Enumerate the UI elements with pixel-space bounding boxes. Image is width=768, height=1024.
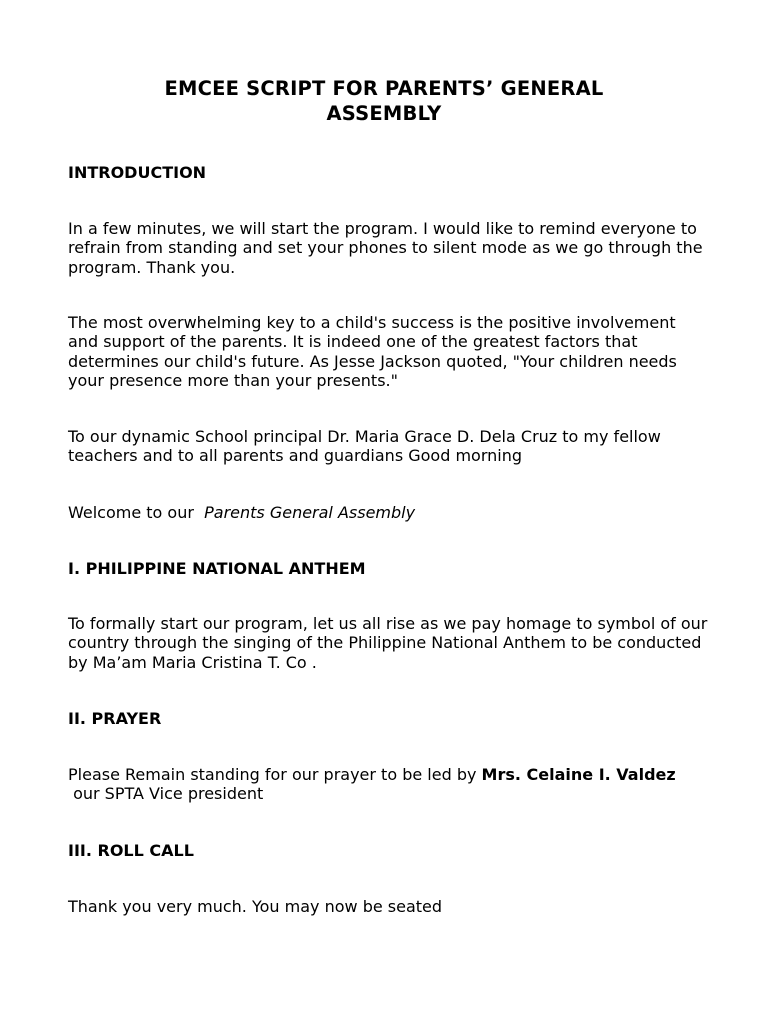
- intro-paragraph-2: The most overwhelming key to a child's success is the positive involvement and support of the parents. It is indeed one of the greatest factors that determines our child's future. As Jesse Jackson quoted, "Your children needs your presence more than your presents.": [68, 313, 677, 390]
- prayer-text-suffix: our SPTA Vice president: [68, 784, 264, 804]
- section-anthem-text: To formally start our program, let us all rise as we pay homage to symbol of our country through the singing of the Philippine National Anthem to be conducted by Ma’am Maria Cristina T. Co .: [68, 614, 708, 672]
- welcome-event-name: Parents General Assembly: [204, 503, 416, 522]
- welcome-prefix: Welcome to our: [68, 503, 205, 522]
- intro-paragraph-3: To our dynamic School principal Dr. Maria Grace D. Dela Cruz to my fellow teachers and to all parents and guardians Good morning: [68, 427, 661, 466]
- prayer-text-prefix: Please Remain standing for our prayer to be led by: [68, 765, 482, 784]
- intro-paragraph-1: In a few minutes, we will start the program. I would like to remind everyone to refrain from standing and set your phones to silent mode as we go through the program. Thank you.: [68, 219, 703, 277]
- section-anthem-heading: I. PHILIPPINE NATIONAL ANTHEM: [68, 559, 366, 578]
- title-line-2: ASSEMBLY: [326, 102, 442, 125]
- section-prayer-text: [68, 765, 708, 804]
- section-roll-call-heading: III. ROLL CALL: [68, 841, 194, 860]
- section-roll-call-text: Thank you very much. You may now be seated: [68, 897, 443, 916]
- section-prayer-heading: II. PRAYER: [68, 709, 162, 728]
- document-title: [0, 76, 768, 126]
- prayer-leader-name: Mrs. Celaine I. Valdez: [481, 765, 676, 784]
- welcome-line: [68, 503, 708, 522]
- title-line-1: EMCEE SCRIPT FOR PARENTS’ GENERAL: [164, 77, 604, 100]
- introduction-heading: INTRODUCTION: [68, 163, 207, 182]
